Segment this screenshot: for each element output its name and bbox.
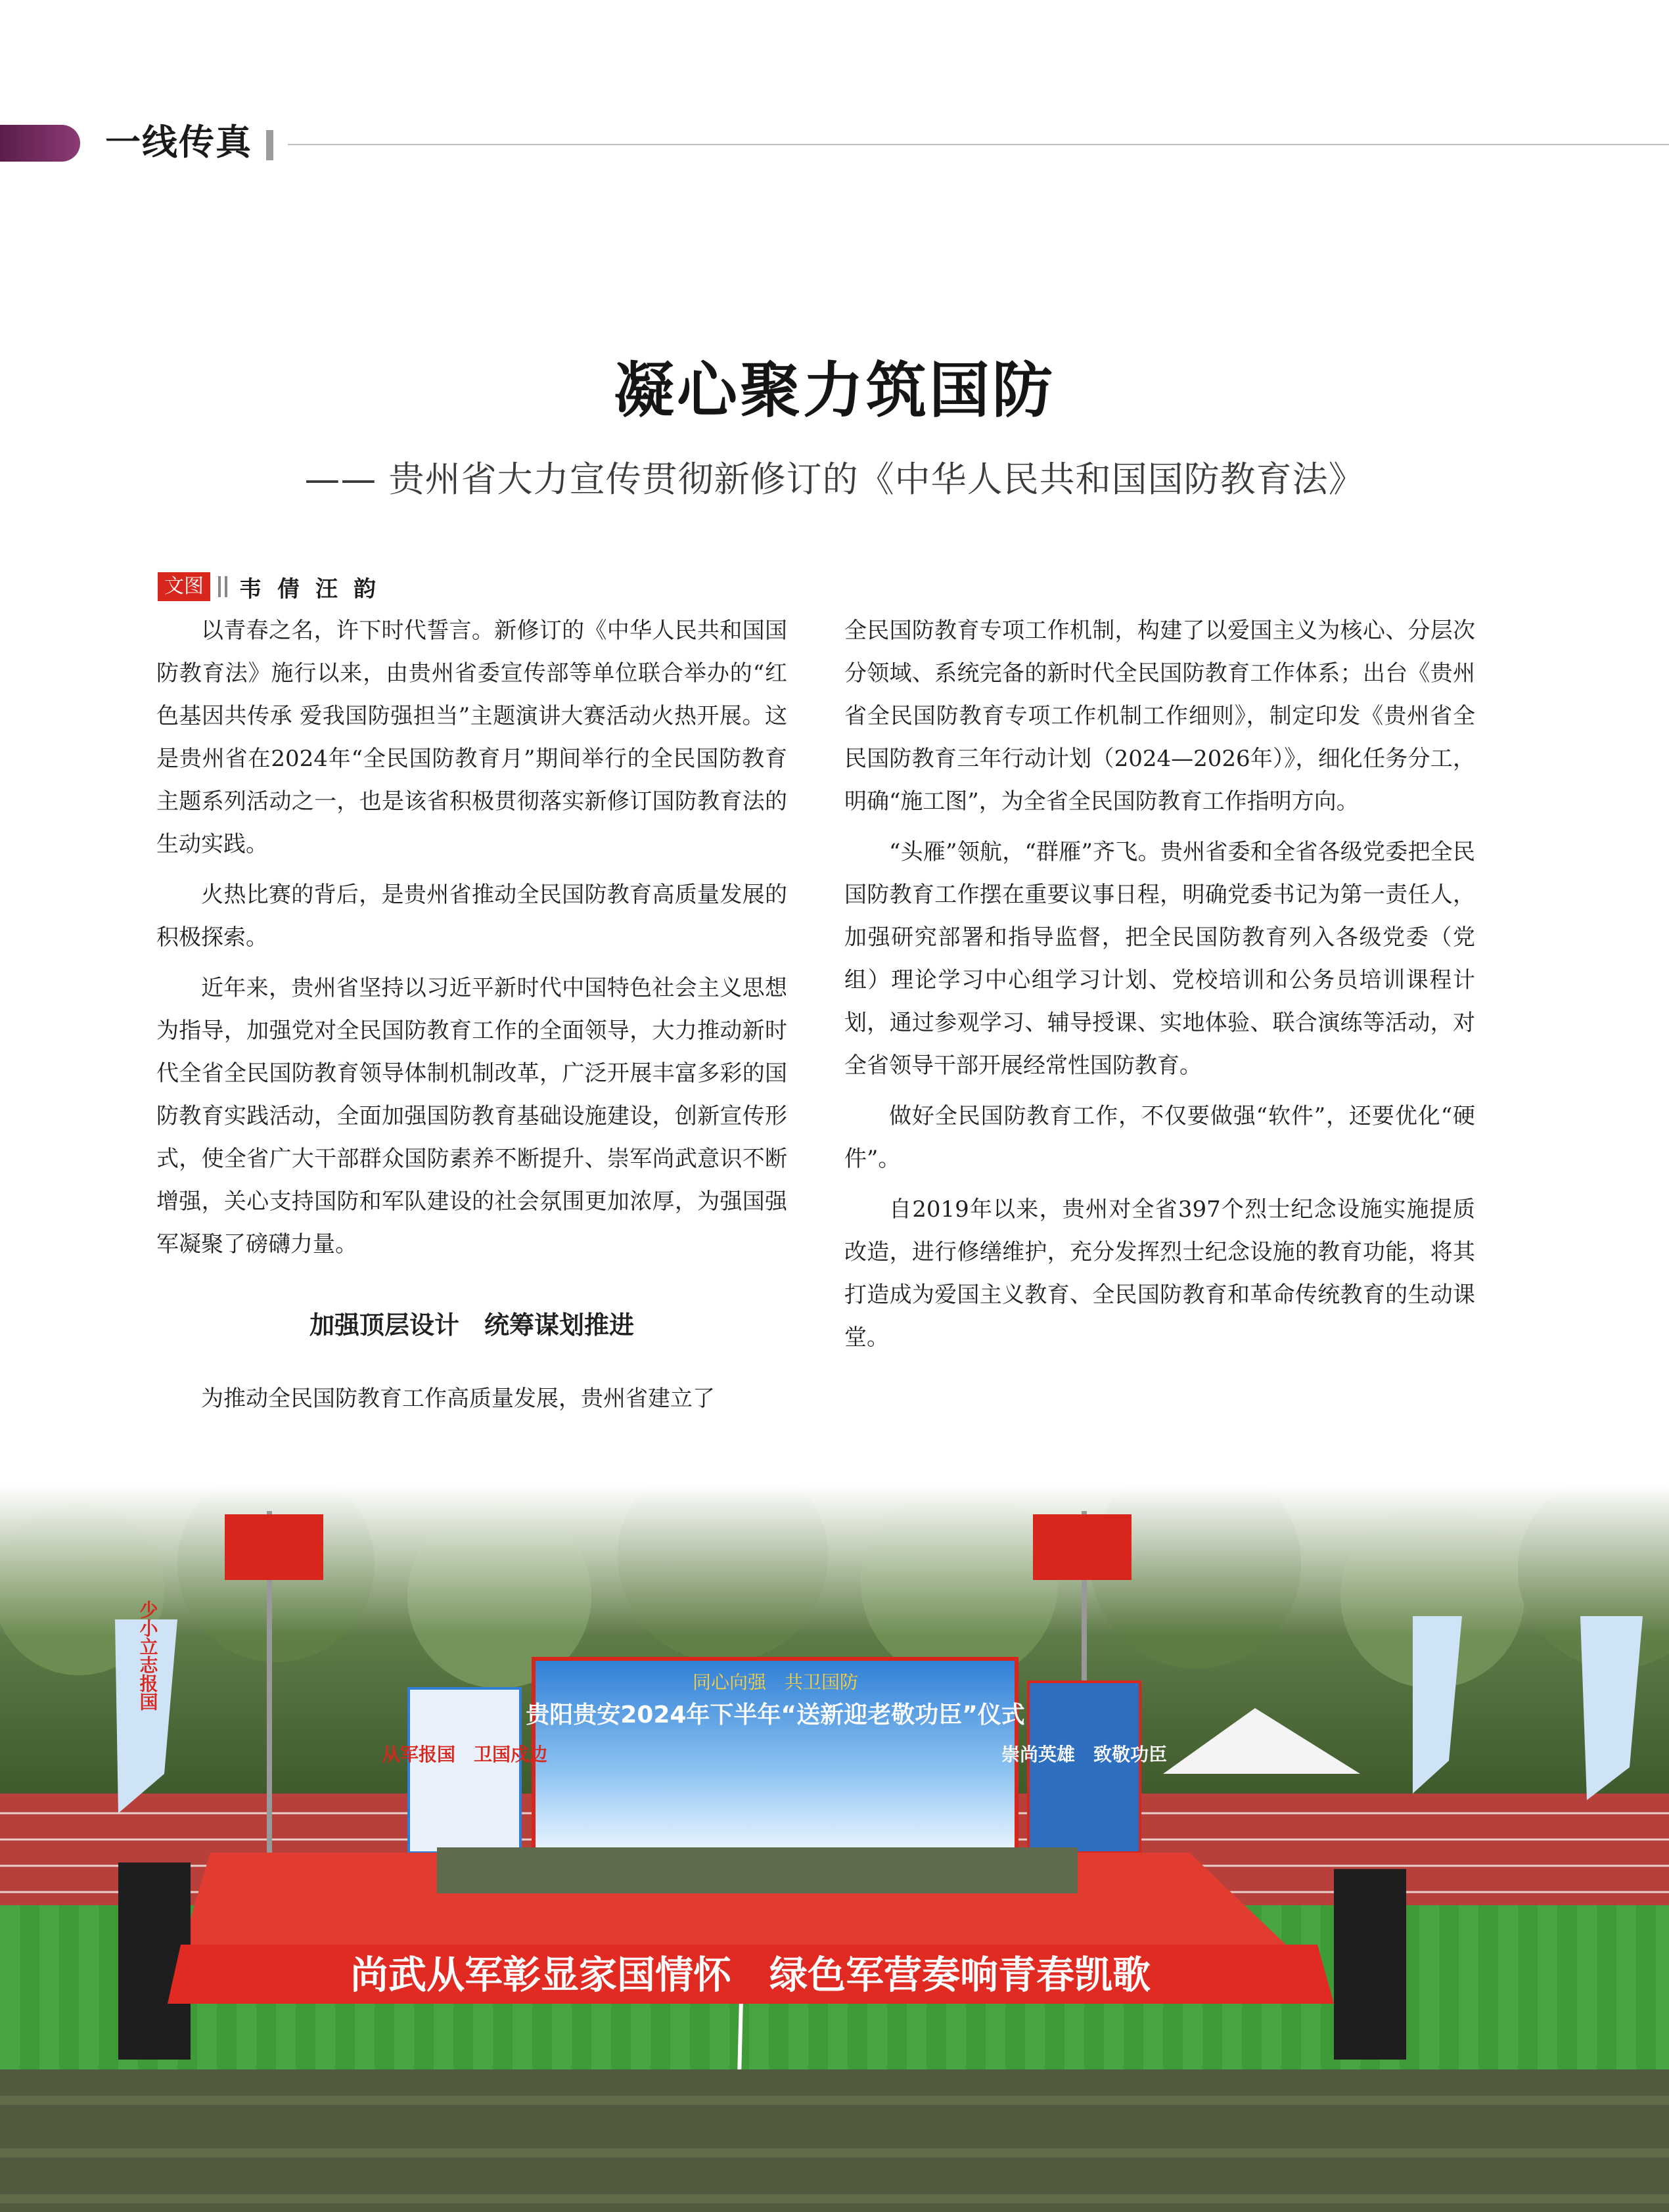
left-board xyxy=(409,1688,520,1853)
paragraph: 火热比赛的背后，是贵州省推动全民国防教育高质量发展的积极探索。 xyxy=(156,882,787,951)
section-title-bar xyxy=(266,130,273,160)
stage-slogan: 同心向强 共卫国防 xyxy=(692,1671,859,1693)
seated-officials xyxy=(437,1847,1078,1893)
flag-icon xyxy=(225,1514,323,1580)
seated-soldiers xyxy=(0,2069,1669,2212)
byline xyxy=(158,570,392,603)
author-names: 韦倩汪韵 xyxy=(239,576,392,602)
paragraph: “头雁”领航，“群雁”齐飞。贵州省委和全省各级党委把全民国防教育工作摆在重要议事日程，明确党委书记为第一责任人，加强研究部署和指导监督，把全民国防教育列入各级党委（党组）理论学习中心组学习计划、党校培训和公务员培训课程计划，通过参观学习、辅导授课、实地体验、联合演练等活动，对全省领导干部开展经常性国防教育。 xyxy=(844,839,1475,1079)
right-board-text: 崇尚英雄 致敬功臣 xyxy=(1001,1744,1168,1765)
paragraph: 自2019年以来，贵州对全省397个烈士纪念设施实施提质改造，进行修缮维护，充分发挥烈士纪念设施的教育功能，将其打造成为爱国主义教育、全民国防教育和革命传统教育的生动课堂。 xyxy=(844,1196,1475,1351)
byline-divider xyxy=(225,576,227,597)
byline-divider xyxy=(218,576,221,597)
right-column xyxy=(844,610,1475,1367)
section-tab-marker xyxy=(0,125,80,162)
flag-icon xyxy=(1033,1514,1132,1580)
header-rule xyxy=(288,144,1669,145)
paragraph: 做好全民国防教育工作，不仅要做强“软件”，还要优化“硬件”。 xyxy=(844,1103,1475,1172)
article-title: 凝心聚力筑国防 xyxy=(613,355,1055,426)
left-column xyxy=(156,610,787,1428)
article-subtitle: —— 贵州省大力宣传贯彻新修订的《中华人民共和国国防教育法》 xyxy=(304,459,1365,500)
paragraph-continuation: 全民国防教育专项工作机制，构建了以爱国主义为核心、分层次分领域、系统完备的新时代全民国防教育工作体系；出台《贵州省全民国防教育专项工作机制工作细则》，制定印发《贵州省全民国防教育三年行动计划（2024—2026年）》，细化任务分工，明确“施工图”，为全省全民国防教育工作指明方向。 xyxy=(844,618,1475,815)
byline-badge: 文图 xyxy=(158,572,210,601)
right-board xyxy=(1028,1682,1140,1853)
paragraph: 近年来，贵州省坚持以习近平新时代中国特色社会主义思想为指导，加强党对全民国防教育工作的全面领导，大力推动新时代全省全民国防教育领导体制机制改革，广泛开展丰富多彩的国防教育实践活动，全面加强国防教育基础设施建设，创新宣传形式，使全省广大干部群众国防素养不断提升、崇军尚武意识不断增强，关心支持国防和军队建设的社会氛围更加浓厚，为强国强军凝聚了磅礴力量。 xyxy=(156,975,787,1257)
section-heading: 加强顶层设计 统筹谋划推进 xyxy=(309,1311,634,1340)
section-title: 一线传真 xyxy=(105,122,252,163)
paragraph: 为推动全民国防教育工作高质量发展，贵州省建立了 xyxy=(201,1386,715,1412)
left-board-text: 从军报国 卫国戍边 xyxy=(381,1744,548,1765)
ceremony-photo xyxy=(0,1485,1669,2212)
front-banner-text: 尚武从军彰显家国情怀 绿色军营奏响青春凯歌 xyxy=(350,1952,1151,1997)
side-flag-text: 少小立志报国 xyxy=(137,1600,159,1711)
stage-title: 贵阳贵安2024年下半年“送新迎老敬功臣”仪式 xyxy=(526,1702,1025,1728)
paragraph: 以青春之名，许下时代誓言。新修订的《中华人民共和国国防教育法》施行以来，由贵州省委宣传部等单位联合举办的“红色基因共传承 爱我国防强担当”主题演讲大赛活动火热开展。这是贵州省在2024年“全民国防教育月”期间举行的全民国防教育主题系列活动之一，也是该省积极贯彻落实新修订国防教育法的生动实践。 xyxy=(156,618,787,857)
speaker-icon xyxy=(1334,1869,1406,2060)
